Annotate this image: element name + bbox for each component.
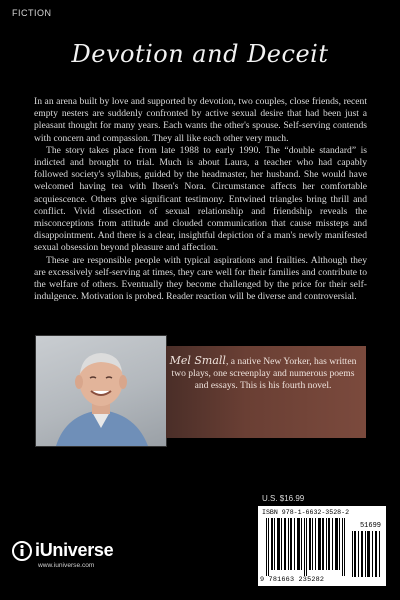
- blurb-paragraph: These are responsible people with typical aspirations and frailties. Although they are excessively self-serving at times, they care well for their families and contribute to the welfare of others. Eventually they become challenged by the price for their self-indulgence. Motivation is probed. Reader reaction will be diverse and controversial.: [34, 254, 367, 303]
- author-bio: [168, 355, 358, 392]
- iuniverse-logo-icon: [12, 541, 32, 561]
- publisher-logo: [12, 540, 113, 561]
- barcode-digits: 9 781663 235282: [260, 576, 325, 584]
- author-name: Mel Small: [169, 354, 226, 367]
- book-title: Devotion and Deceit: [71, 40, 329, 68]
- publisher-url: www.iuniverse.com: [38, 562, 95, 569]
- author-photo: [36, 336, 166, 446]
- barcode-supplement-number: 51699: [359, 522, 381, 530]
- barcode-bars: [264, 518, 348, 576]
- isbn-label: ISBN 978-1-6632-3528-2: [262, 509, 350, 516]
- barcode-supplement-bars: [352, 531, 382, 577]
- author-bio-text: , a native New Yorker, has written two plays, one screenplay and numerous poems and essays. This is his fourth novel.: [171, 356, 357, 391]
- blurb-paragraph: In an arena built by love and supported by devotion, two couples, close friends, recent empty nesters are suddenly confronted by active sexual desire that had been just a pleasant thought for many years. Each wants the other's spouse. Self-serving contends with concern and compassion. They all like each other very much.: [34, 96, 367, 144]
- price-label: U.S. $16.99: [262, 494, 305, 503]
- isbn-barcode: [258, 506, 386, 586]
- genre-label: FICTION: [12, 8, 52, 18]
- back-cover-blurb: [34, 96, 367, 303]
- blurb-paragraph: The story takes place from late 1988 to early 1990. The “double standard” is indicted and brought to trial. Much is about Laura, a teacher who had capably followed society's syllabus, guided by the headmaster, her husband. She would have welcomed having tea with Ibsen's Nora. Circumstance affects her comfortable acquiescence. Others give significant testimony. Entwined triangles bring thrill and conflict. Vivid dissection of sexual relationship and friendship reveals the misconceptions from attitude and clouded communication that cause missteps and disappointment. And there is a clear, insightful depiction of a man's newly manifested sexual obsession beyond pleasure and affection.: [34, 144, 367, 254]
- publisher-name: iUniverse: [35, 540, 114, 560]
